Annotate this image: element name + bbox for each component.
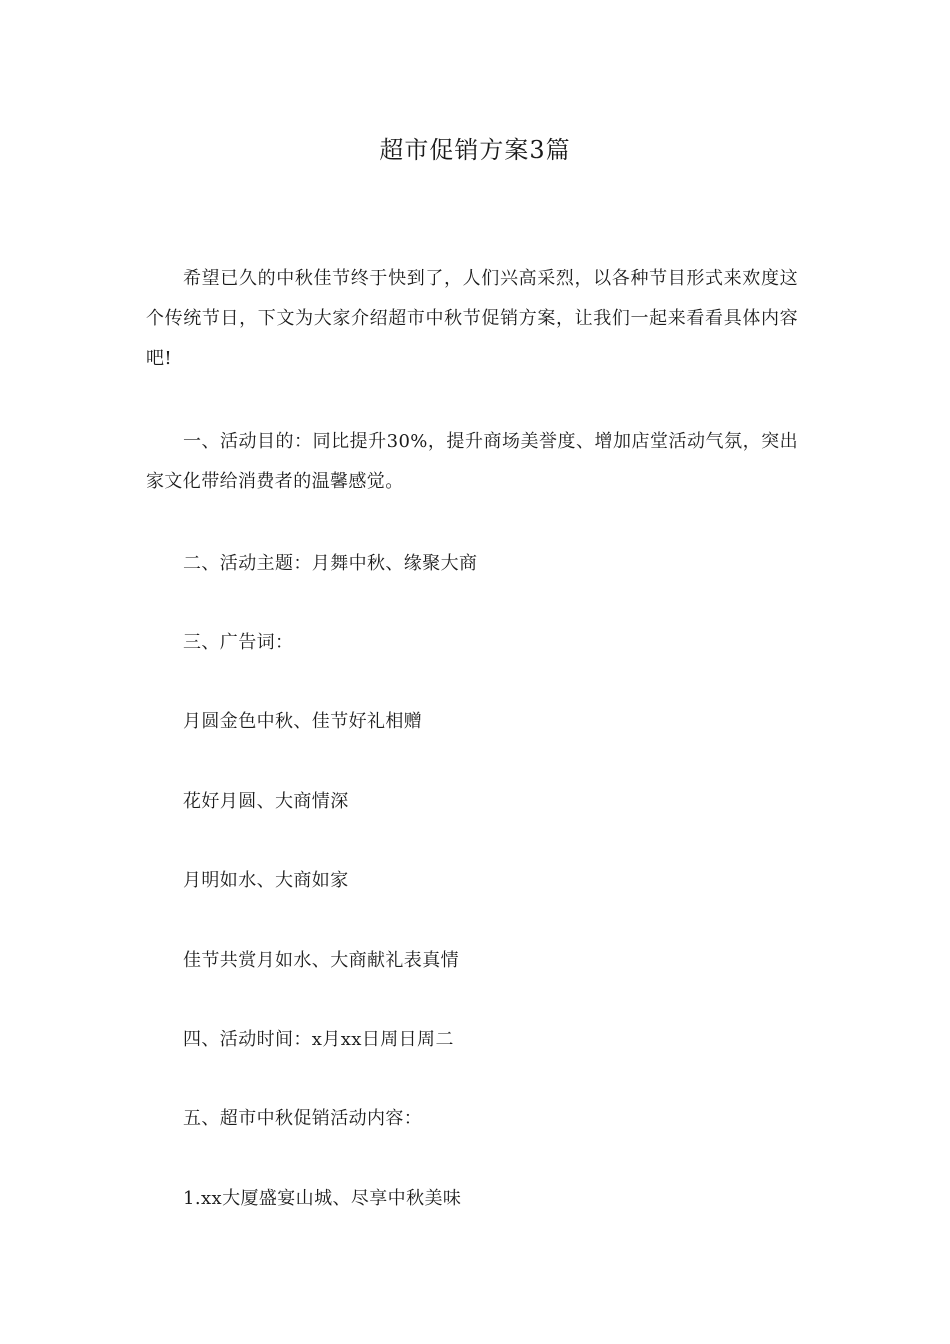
intro-paragraph: 希望已久的中秋佳节终于快到了，人们兴高采烈，以各种节目形式来欢度这个传统节日，下文为大家介绍超市中秋节促销方案，让我们一起来看看具体内容吧! [146,268,798,369]
slogan-line: 月明如水、大商如家 [183,870,349,891]
item-1-heading: 1.xx大厦盛宴山城、尽享中秋美味 [183,1188,462,1209]
section-1-paragraph: 一、活动目的：同比提升30%，提升商场美誉度、增加店堂活动气氛，突出家文化带给消费者的温馨感觉。 [146,431,798,492]
slogan-line: 月圆金色中秋、佳节好礼相赠 [183,711,423,732]
slogan-line: 佳节共赏月如水、大商献礼表真情 [183,950,459,971]
slogan-line: 花好月圆、大商情深 [183,791,349,812]
section-4-heading: 四、活动时间：x月xx日周日周二 [183,1029,454,1050]
document-title: 超市促销方案3篇 [379,136,571,164]
section-5-heading: 五、超市中秋促销活动内容： [183,1108,423,1129]
section-3-heading: 三、广告词： [183,632,294,653]
section-2-heading: 二、活动主题：月舞中秋、缘聚大商 [183,553,478,574]
